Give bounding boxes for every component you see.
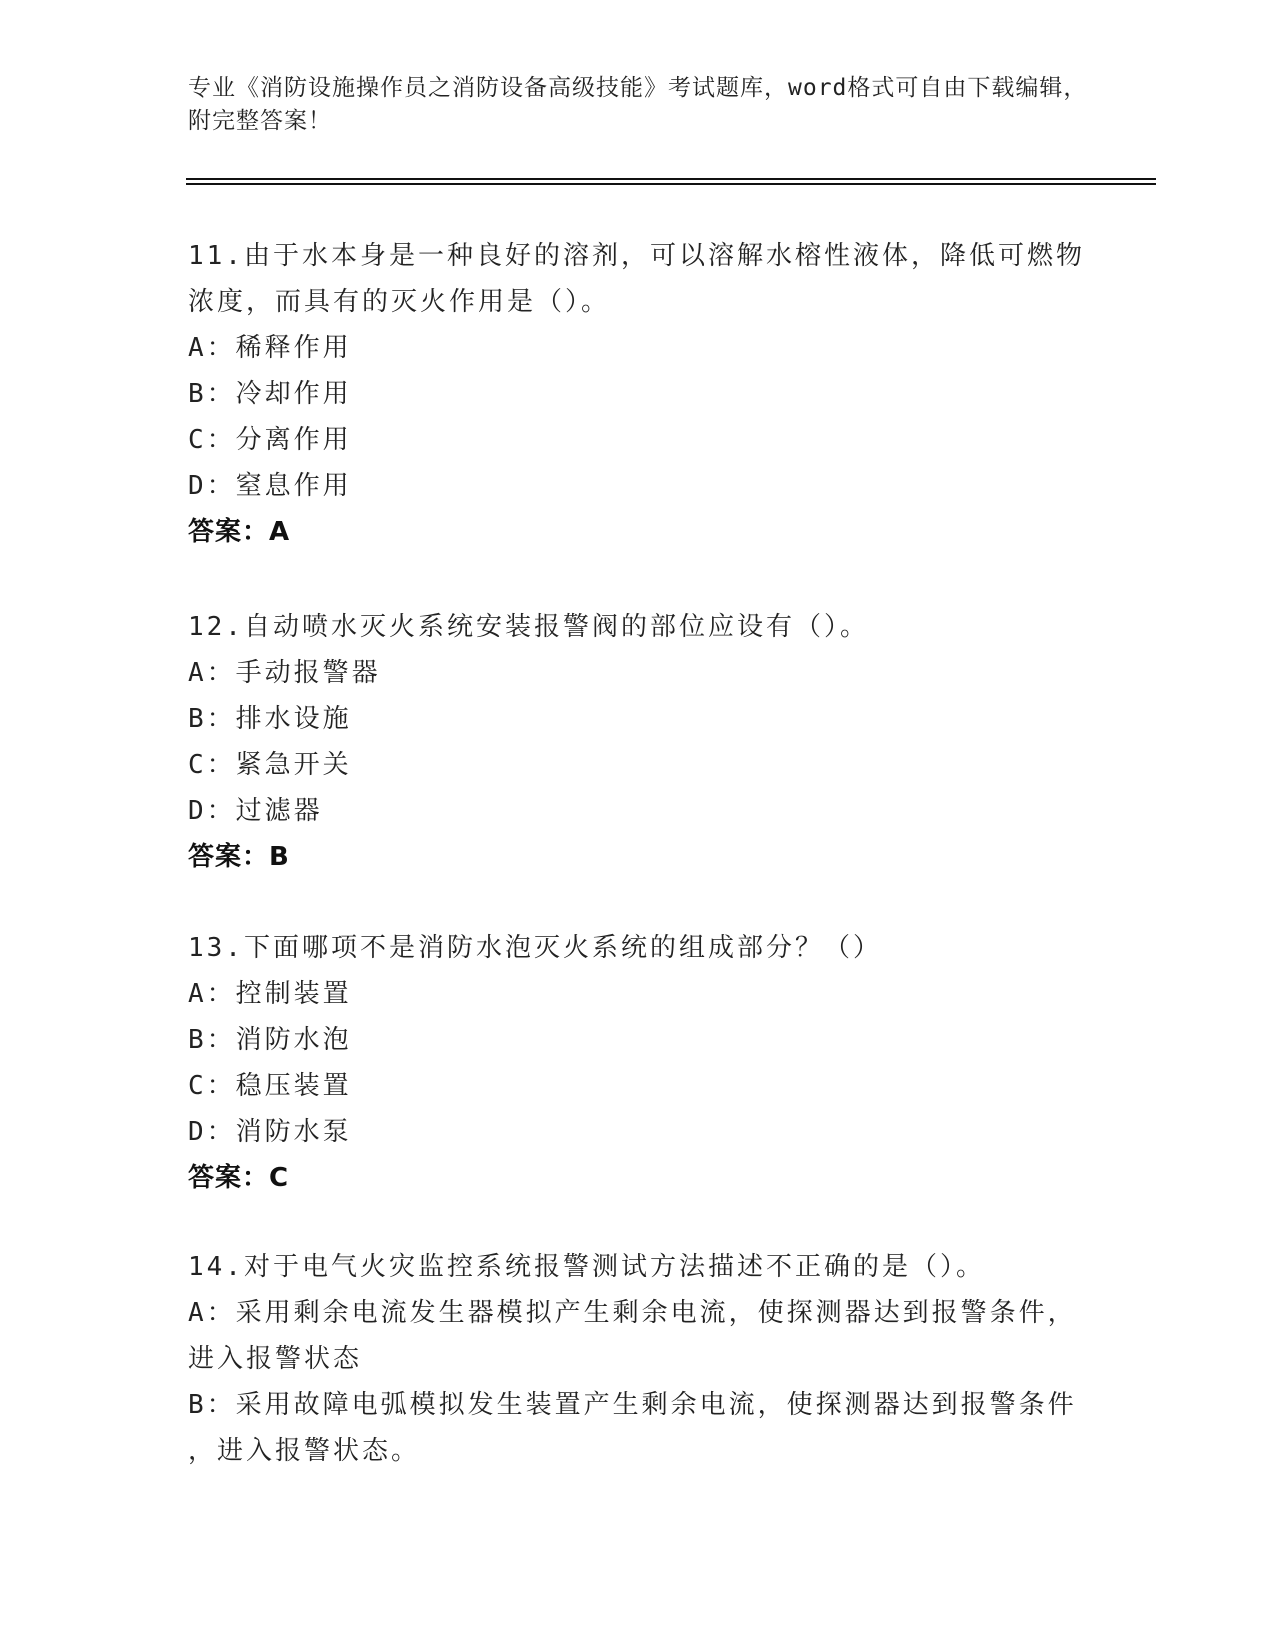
question-11 xyxy=(188,233,1088,555)
option-a-continued: 进入报警状态 xyxy=(188,1344,363,1374)
question-stem-continued: 浓度，而具有的灭火作用是（）。 xyxy=(188,287,611,317)
option-a: A：手动报警器 xyxy=(188,658,381,688)
answer: 答案：A xyxy=(188,517,291,547)
question-stem: 14.对于电气火灾监控系统报警测试方法描述不正确的是（）。 xyxy=(188,1252,985,1282)
answer: 答案：C xyxy=(188,1163,290,1193)
option-c: C：分离作用 xyxy=(188,425,352,455)
option-b: B：排水设施 xyxy=(188,704,352,734)
question-stem: 12.自动喷水灭火系统安装报警阀的部位应设有（）。 xyxy=(188,612,869,642)
option-a: A：采用剩余电流发生器模拟产生剩余电流，使探测器达到报警条件， xyxy=(188,1298,1077,1328)
option-a: A：控制装置 xyxy=(188,979,352,1009)
question-stem: 11.由于水本身是一种良好的溶剂，可以溶解水榕性液体，降低可燃物 xyxy=(188,241,1085,271)
question-12 xyxy=(188,604,1088,880)
option-b: B：采用故障电弧模拟发生装置产生剩余电流，使探测器达到报警条件 xyxy=(188,1390,1077,1420)
question-13 xyxy=(188,925,1088,1201)
option-b: B：消防水泡 xyxy=(188,1025,352,1055)
option-b-continued: ，进入报警状态。 xyxy=(188,1436,421,1466)
option-c: C：紧急开关 xyxy=(188,750,352,780)
question-14 xyxy=(188,1244,1088,1474)
option-d: D：消防水泵 xyxy=(188,1117,352,1147)
answer: 答案：B xyxy=(188,842,290,872)
option-c: C：稳压装置 xyxy=(188,1071,352,1101)
header-divider-bottom xyxy=(186,183,1156,185)
header-divider-top xyxy=(186,178,1156,180)
question-stem: 13.下面哪项不是消防水泡灭火系统的组成部分？（） xyxy=(188,933,882,963)
option-d: D：窒息作用 xyxy=(188,471,352,501)
document-description: 专业《消防设施操作员之消防设备高级技能》考试题库，word格式可自由下载编辑，附完整答案！ xyxy=(188,75,1088,134)
option-a: A：稀释作用 xyxy=(188,333,352,363)
option-d: D：过滤器 xyxy=(188,796,323,826)
option-b: B：冷却作用 xyxy=(188,379,352,409)
